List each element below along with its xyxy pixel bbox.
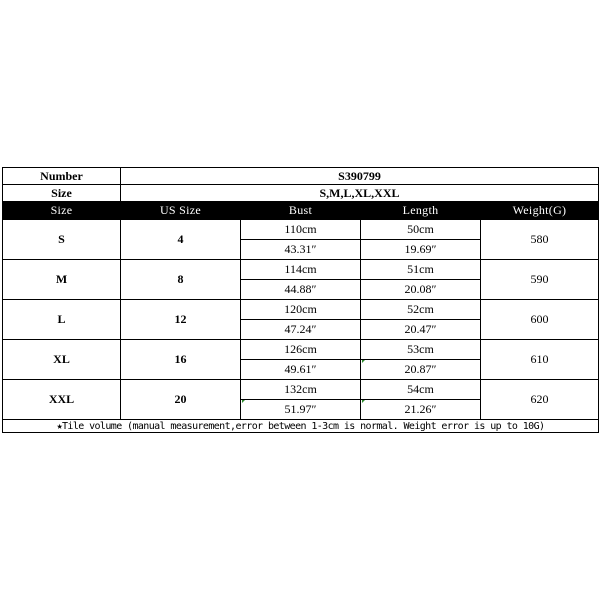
number-row xyxy=(3,168,599,185)
header-length: Length xyxy=(361,202,481,220)
header-size: Size xyxy=(3,202,121,220)
weight-cell: 580 xyxy=(481,220,599,260)
size-cell: M xyxy=(3,260,121,300)
header-row xyxy=(3,202,599,220)
measurement-note: ★Tile volume (manual measurement,error between 1-3cm is normal. Weight error is up to 10G) xyxy=(3,420,599,433)
weight-cell: 590 xyxy=(481,260,599,300)
bust-in-cell: 49.61″ xyxy=(241,360,361,380)
table-row xyxy=(3,220,599,240)
table-row xyxy=(3,380,599,400)
header-bust: Bust xyxy=(241,202,361,220)
size-list-value: S,M,L,XL,XXL xyxy=(121,185,599,202)
note-row xyxy=(3,420,599,433)
number-value: S390799 xyxy=(121,168,599,185)
header-weight: Weight(G) xyxy=(481,202,599,220)
table-row xyxy=(3,260,599,280)
size-cell: S xyxy=(3,220,121,260)
us-size-cell: 8 xyxy=(121,260,241,300)
us-size-cell: 16 xyxy=(121,340,241,380)
weight-cell: 610 xyxy=(481,340,599,380)
table-row xyxy=(3,340,599,360)
length-in-cell: 21.26″ xyxy=(361,400,481,420)
length-in-cell: 19.69″ xyxy=(361,240,481,260)
size-chart-table xyxy=(2,167,599,433)
size-cell: XXL xyxy=(3,380,121,420)
bust-cm-cell: 120cm xyxy=(241,300,361,320)
number-label: Number xyxy=(3,168,121,185)
bust-cm-cell: 114cm xyxy=(241,260,361,280)
bust-in-cell: 47.24″ xyxy=(241,320,361,340)
us-size-cell: 12 xyxy=(121,300,241,340)
us-size-cell: 4 xyxy=(121,220,241,260)
size-cell: XL xyxy=(3,340,121,380)
bust-in-cell: 51.97″ xyxy=(241,400,361,420)
weight-cell: 620 xyxy=(481,380,599,420)
bust-cm-cell: 126cm xyxy=(241,340,361,360)
size-list-row xyxy=(3,185,599,202)
length-in-cell: 20.08″ xyxy=(361,280,481,300)
us-size-cell: 20 xyxy=(121,380,241,420)
length-in-cell: 20.87″ xyxy=(361,360,481,380)
length-cm-cell: 51cm xyxy=(361,260,481,280)
length-in-cell: 20.47″ xyxy=(361,320,481,340)
bust-cm-cell: 132cm xyxy=(241,380,361,400)
size-cell: L xyxy=(3,300,121,340)
bust-cm-cell: 110cm xyxy=(241,220,361,240)
header-us-size: US Size xyxy=(121,202,241,220)
length-cm-cell: 52cm xyxy=(361,300,481,320)
size-list-label: Size xyxy=(3,185,121,202)
length-cm-cell: 54cm xyxy=(361,380,481,400)
bust-in-cell: 43.31″ xyxy=(241,240,361,260)
table-row xyxy=(3,300,599,320)
bust-in-cell: 44.88″ xyxy=(241,280,361,300)
length-cm-cell: 50cm xyxy=(361,220,481,240)
weight-cell: 600 xyxy=(481,300,599,340)
length-cm-cell: 53cm xyxy=(361,340,481,360)
